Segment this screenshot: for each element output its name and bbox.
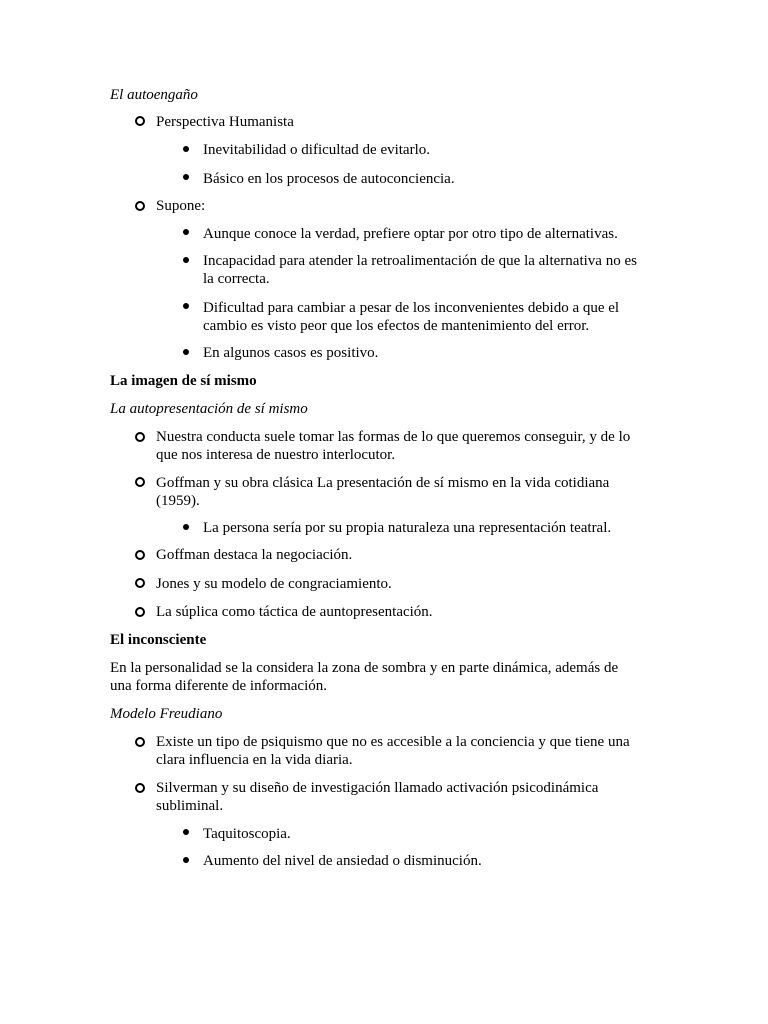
bullet-icon: [183, 857, 189, 863]
bullet-icon: [183, 303, 189, 309]
hollow-bullet-icon: [135, 477, 145, 487]
list-item-continuation: clara influencia en la vida diaria.: [156, 752, 353, 768]
list-item-continuation: (1959).: [156, 493, 200, 509]
paragraph-continuation: una forma diferente de información.: [110, 678, 327, 694]
subsection-heading: La autopresentación de sí mismo: [110, 401, 308, 417]
list-item: Aumento del nivel de ansiedad o disminución.: [203, 853, 482, 869]
bullet-icon: [183, 829, 189, 835]
list-item: Goffman y su obra clásica La presentación de sí mismo en la vida cotidiana: [156, 475, 610, 491]
list-item: En algunos casos es positivo.: [203, 345, 379, 361]
list-item: Taquitoscopia.: [203, 826, 291, 842]
list-item: Básico en los procesos de autoconciencia.: [203, 171, 455, 187]
list-item: Jones y su modelo de congraciamiento.: [156, 576, 392, 592]
bullet-icon: [183, 257, 189, 263]
bullet-icon: [183, 174, 189, 180]
hollow-bullet-icon: [135, 116, 145, 126]
list-item: Existe un tipo de psiquismo que no es accesible a la conciencia y que tiene una: [156, 734, 630, 750]
hollow-bullet-icon: [135, 607, 145, 617]
bullet-icon: [183, 524, 189, 530]
list-item-continuation: subliminal.: [156, 798, 224, 814]
list-item: Dificultad para cambiar a pesar de los inconvenientes debido a que el: [203, 300, 620, 316]
list-item: Supone:: [156, 198, 206, 214]
hollow-bullet-icon: [135, 432, 145, 442]
list-item: Perspectiva Humanista: [156, 114, 294, 130]
list-item: Goffman destaca la negociación.: [156, 547, 353, 563]
hollow-bullet-icon: [135, 201, 145, 211]
hollow-bullet-icon: [135, 737, 145, 747]
list-item: Silverman y su diseño de investigación llamado activación psicodinámica: [156, 780, 599, 796]
section-heading-inconsciente: El inconsciente: [110, 632, 207, 648]
subsection-heading: Modelo Freudiano: [110, 706, 223, 722]
hollow-bullet-icon: [135, 783, 145, 793]
list-item: La súplica como táctica de auntopresentación.: [156, 604, 433, 620]
section-heading-imagen: La imagen de sí mismo: [110, 373, 257, 389]
list-item: Nuestra conducta suele tomar las formas de lo que queremos conseguir, y de lo: [156, 429, 631, 445]
list-item: Inevitabilidad o dificultad de evitarlo.: [203, 142, 431, 158]
list-item: Incapacidad para atender la retroalimentación de que la alternativa no es: [203, 253, 637, 269]
list-item-continuation: la correcta.: [203, 271, 270, 287]
list-item: Aunque conoce la verdad, prefiere optar por otro tipo de alternativas.: [203, 226, 618, 242]
hollow-bullet-icon: [135, 550, 145, 560]
bullet-icon: [183, 349, 189, 355]
list-item: La persona sería por su propia naturaleza una representación teatral.: [203, 520, 612, 536]
paragraph: En la personalidad se la considera la zona de sombra y en parte dinámica, además de: [110, 660, 619, 676]
list-item-continuation: cambio es visto peor que los efectos de mantenimiento del error.: [203, 318, 590, 334]
bullet-icon: [183, 229, 189, 235]
section-heading-autoengano: El autoengaño: [110, 87, 198, 103]
list-item-continuation: que nos interesa de nuestro interlocutor.: [156, 447, 396, 463]
bullet-icon: [183, 146, 189, 152]
hollow-bullet-icon: [135, 578, 145, 588]
